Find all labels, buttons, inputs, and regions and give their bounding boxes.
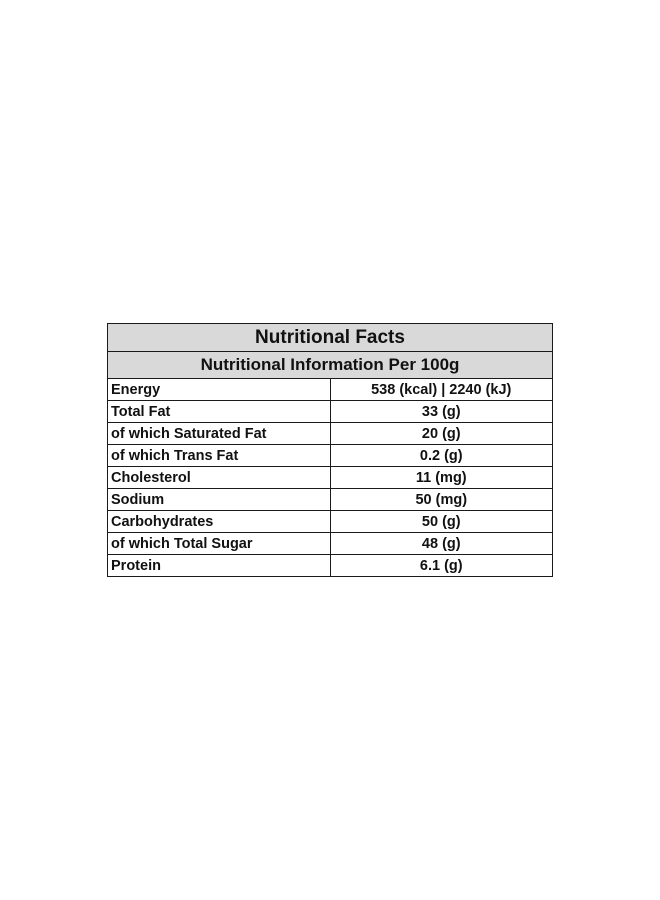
nutrient-name: Total Fat xyxy=(108,401,331,423)
title-row xyxy=(108,324,553,352)
table-row-protein xyxy=(108,555,553,577)
nutrient-name: Carbohydrates xyxy=(108,511,331,533)
table-row-cholesterol xyxy=(108,467,553,489)
table-row-sodium xyxy=(108,489,553,511)
table-row-energy xyxy=(108,379,553,401)
nutrient-value: 33 (g) xyxy=(330,401,553,423)
nutrient-value: 538 (kcal) | 2240 (kJ) xyxy=(330,379,553,401)
nutrient-name: of which Total Sugar xyxy=(108,533,331,555)
table-title: Nutritional Facts xyxy=(108,324,553,352)
nutrient-value: 50 (g) xyxy=(330,511,553,533)
nutrient-name: Cholesterol xyxy=(108,467,331,489)
nutrient-value: 48 (g) xyxy=(330,533,553,555)
nutrient-value: 0.2 (g) xyxy=(330,445,553,467)
nutrient-value: 50 (mg) xyxy=(330,489,553,511)
nutrient-value: 20 (g) xyxy=(330,423,553,445)
table-row-total-fat xyxy=(108,401,553,423)
nutrient-name: Energy xyxy=(108,379,331,401)
nutrient-name: of which Saturated Fat xyxy=(108,423,331,445)
table-row-trans-fat xyxy=(108,445,553,467)
nutrient-value: 11 (mg) xyxy=(330,467,553,489)
table-row-saturated-fat xyxy=(108,423,553,445)
nutrient-name: Protein xyxy=(108,555,331,577)
table-row-total-sugar xyxy=(108,533,553,555)
nutrient-name: Sodium xyxy=(108,489,331,511)
nutrient-value: 6.1 (g) xyxy=(330,555,553,577)
nutrition-facts-table xyxy=(107,323,553,577)
subtitle-row xyxy=(108,352,553,379)
table-subtitle: Nutritional Information Per 100g xyxy=(108,352,553,379)
nutrient-name: of which Trans Fat xyxy=(108,445,331,467)
table-row-carbohydrates xyxy=(108,511,553,533)
